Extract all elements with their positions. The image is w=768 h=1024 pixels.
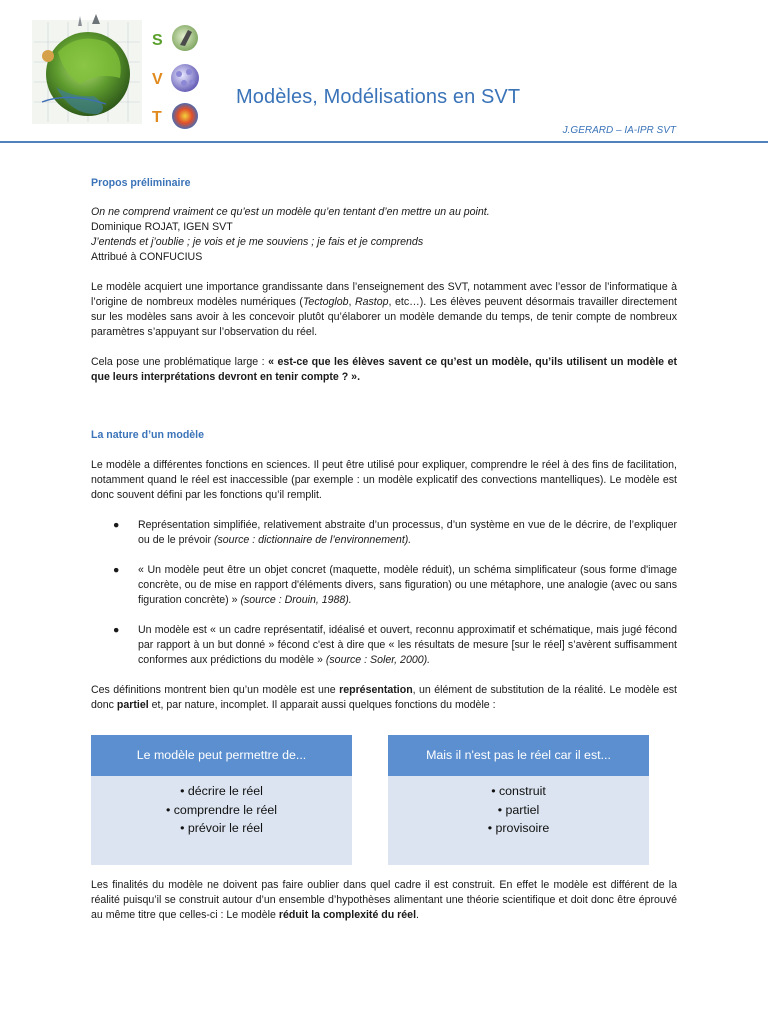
quote-confucius: J’entends et j’oublie ; je vois et je me souviens ; je fais et je comprends [91, 236, 424, 248]
list-item: • décrire le réel [180, 784, 263, 798]
list-item: • provisoire [487, 821, 550, 835]
box-model-is-not-list [388, 782, 649, 838]
header-divider [0, 141, 768, 143]
svg-text:T: T [152, 109, 162, 126]
list-item-definition-1: ● Représentation simplifiée, relativement abstraite d’un processus, d’un système en vue de le décrire, de l’expliquer ou de le prévoir (source : dictionnaire de l’environnement). [113, 519, 677, 546]
paragraph-conclusion: Ces définitions montrent bien qu’un modèle est une représentation, un élément de substitution de la réalité. Le modèle est donc partiel et, par nature, incomplet. Il apparait aussi quelques fonctions du modèle : [91, 684, 677, 711]
bullet-icon: ● [113, 624, 120, 636]
svt-logo-image [28, 12, 203, 132]
definitions-list [91, 518, 677, 668]
document-body [91, 176, 677, 923]
list-item-definition-3: ● Un modèle est « un cadre représentatif, idéalisé et ouvert, reconnu approximatif et schématique, mais jugé fécond par rapport à un but donné » fécond c'est à dire que « les résultats de mesure [sur le réel] s’avèrent suffisamment conformes aux prédictions du modèle » (source : Soler, 2000). [113, 624, 677, 666]
svg-text:S: S [152, 32, 163, 49]
quote-rojat-author: Dominique ROJAT, IGEN SVT [91, 221, 233, 233]
paragraph-final: Les finalités du modèle ne doivent pas faire oublier dans quel cadre il est construit. En effet le modèle est différent de la réalité puisqu’il se construit autour d’un ensemble d’hypothèses alimentant une théorie scientifique et doit donc être éprouvé au même titre que celles-ci : Le modèle réduit la complexité du réel. [91, 879, 677, 921]
section-title-preliminary: Propos préliminaire [91, 177, 191, 189]
svg-text:V: V [152, 71, 163, 88]
box-model-can-list [91, 782, 352, 838]
quote-rojat: On ne comprend vraiment ce qu’est un modèle qu’en tentant d’en mettre un au point. [91, 206, 490, 218]
section-title-nature: La nature d’un modèle [91, 429, 205, 441]
list-item: • construit [491, 784, 546, 798]
list-item: • partiel [497, 802, 540, 817]
paragraph-intro: Le modèle acquiert une importance grandissante dans l’enseignement des SVT, notamment avec l’essor de l’informatique à l’origine de nombreux modèles numériques (Tectoglob, Rastop, etc…). Les élèves peuvent désormais travailler directement sur les modèles sans avoir à les concevoir plutôt qu’élaborer un modèle demande du temps, de tenir compte de nombreux paramètres s’appuyant sur l’observation du réel. [91, 281, 677, 338]
document-title: Modèles, Modélisations en SVT [236, 86, 521, 108]
bullet-icon: ● [113, 564, 120, 576]
box-model-is-not [388, 735, 649, 865]
list-item: • comprendre le réel [165, 802, 278, 817]
model-functions-boxes [91, 735, 677, 867]
list-item: • prévoir le réel [180, 821, 263, 835]
paragraph-nature-intro: Le modèle a différentes fonctions en sciences. Il peut être utilisé pour expliquer, comprendre le réel à des fins de facilitation, notamment quand le réel est inaccessible (par exemple : un modèle explicatif des convections mantelliques). Le modèle est donc souvent défini par les fonctions qu’il remplit. [91, 459, 677, 501]
box-model-can-title: Le modèle peut permettre de... [91, 735, 352, 776]
list-item-definition-2: ● « Un modèle peut être un objet concret (maquette, modèle réduit), un schéma simplificateur (sous forme d'image concrète, ou de mise en rapport d'éléments divers, sans figuration) ou une métaphore, une analogie (avec ou sans figuration concrète) » (source : Drouin, 1988). [113, 564, 677, 606]
author-line: J.GERARD – IA-IPR SVT [562, 125, 676, 136]
box-model-is-not-title: Mais il n'est pas le réel car il est... [388, 735, 649, 776]
page-header [0, 0, 768, 145]
quote-confucius-author: Attribué à CONFUCIUS [91, 251, 203, 263]
paragraph-problem: Cela pose une problématique large : « est-ce que les élèves savent ce qu’est un modèle, qu’ils utilisent un modèle et que leurs interprétations devront en tenir compte ? ». [91, 356, 677, 383]
box-model-can [91, 735, 352, 865]
bullet-icon: ● [113, 519, 120, 531]
